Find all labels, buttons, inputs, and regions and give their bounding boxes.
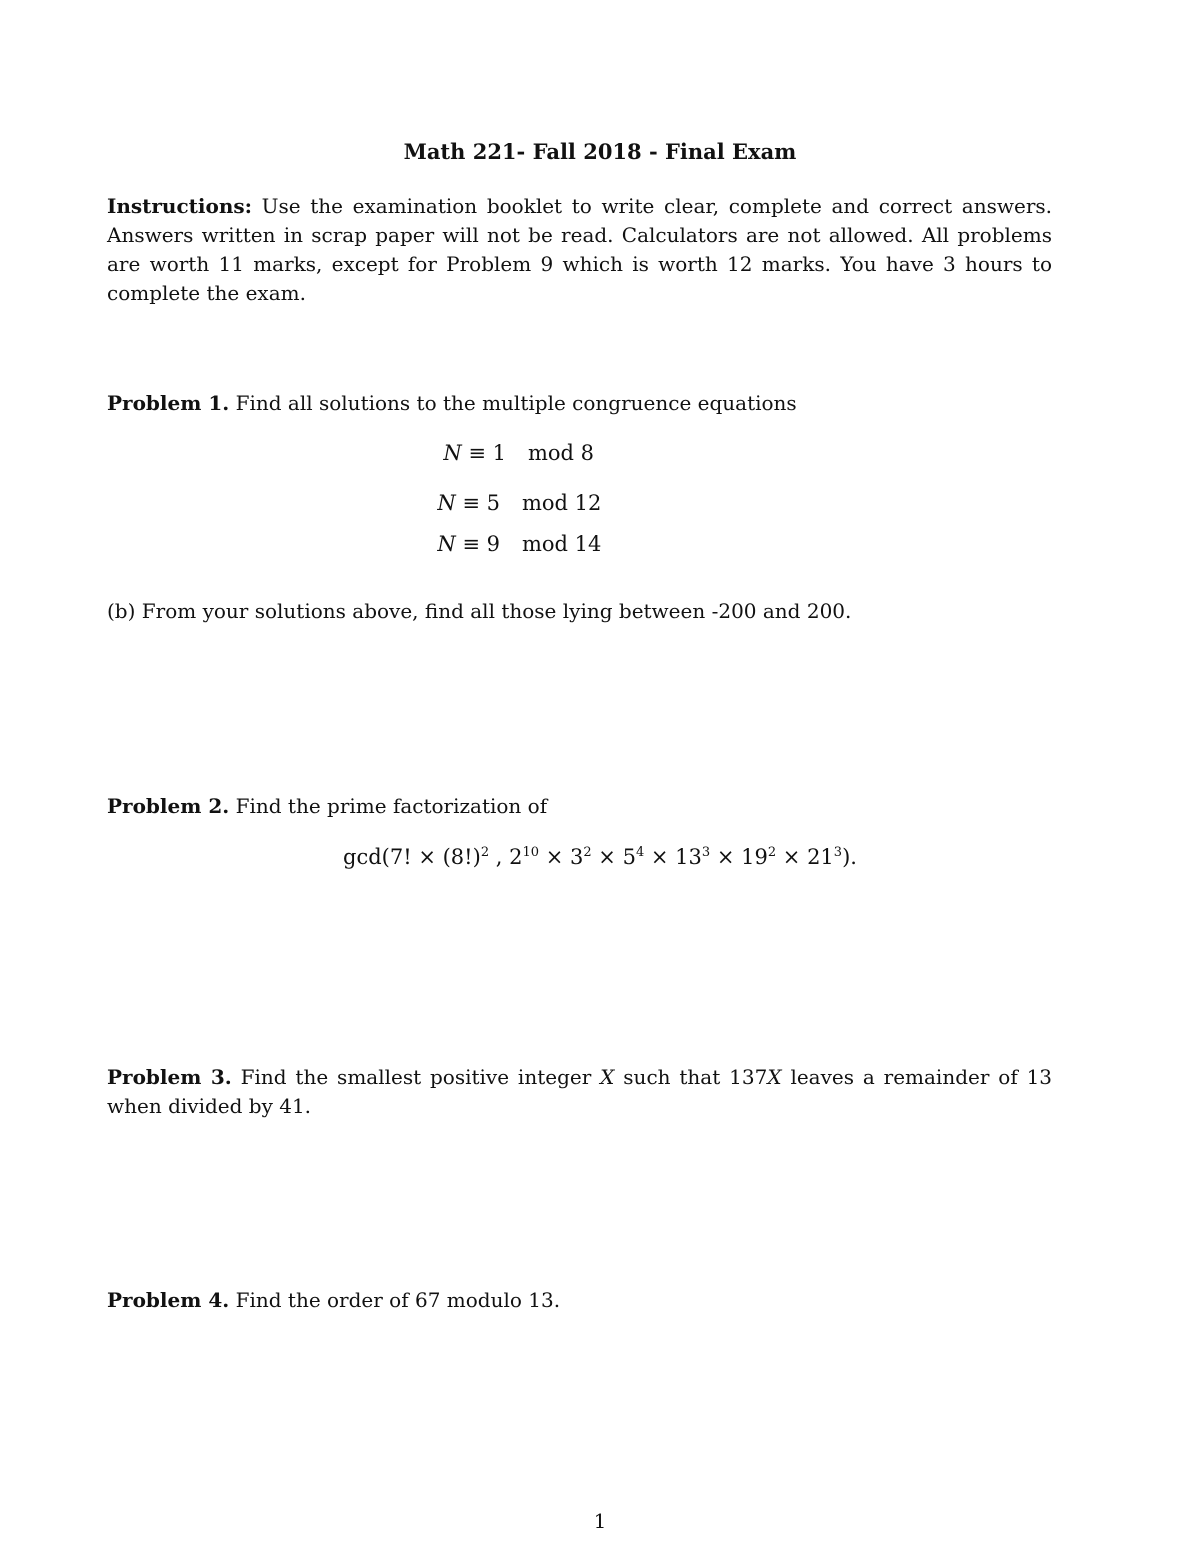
- equation-var: N: [437, 532, 456, 556]
- equation-modulus: mod 8: [528, 441, 595, 465]
- congruence-equation-2: [430, 491, 601, 515]
- problem-4-text: Find the order of 67 modulo 13.: [235, 1288, 561, 1312]
- equation-modulus: mod 14: [522, 532, 602, 556]
- congruence-equation-1: [436, 441, 594, 465]
- problem-1-part-b: (b) From your solutions above, find all those lying between -200 and 200.: [107, 599, 852, 623]
- variable-x: X: [600, 1065, 615, 1089]
- instructions-paragraph: [107, 192, 1052, 308]
- problem-3: Problem 3. Find the smallest positive integer X such that 137X leaves a remainder of 13 when divided by 41.: [107, 1065, 1053, 1118]
- gcd-expression: gcd(7! × $(8!)^2$ , $2^{10} \times 3^2 \times 5^4 \times 13^3 \times 19^2 \times 21^3$).: [343, 845, 857, 869]
- page-number: 1: [593, 1509, 607, 1533]
- congruence-equation-3: [430, 532, 601, 556]
- equation-relation: ≡ 9: [455, 532, 500, 556]
- equation-var: N: [443, 441, 462, 465]
- instructions-text: Use the examination booklet to write clear, complete and correct answers. Answers written in scrap paper will not be read. Calculators are not allowed. All problems are worth 11 marks, except for Problem 9 which is worth 12 marks. You have 3 hours to complete the exam.: [107, 194, 1052, 305]
- problem-1-text: Find all solutions to the multiple congruence equations: [235, 391, 797, 415]
- equation-var: N: [437, 491, 456, 515]
- problem-4-label: Problem 4.: [107, 1288, 230, 1312]
- problem-4: [107, 1286, 1052, 1315]
- problem-3-label: Problem 3.: [107, 1065, 232, 1089]
- equation-relation: ≡ 5: [455, 491, 500, 515]
- equation-modulus: mod 12: [522, 491, 602, 515]
- problem-2-label: Problem 2.: [107, 794, 230, 818]
- instructions-label: Instructions:: [107, 194, 253, 218]
- problem-2-text: Find the prime factorization of: [235, 794, 548, 818]
- variable-x: X: [767, 1065, 782, 1089]
- problem-1-label: Problem 1.: [107, 391, 230, 415]
- equation-relation: ≡ 1: [461, 441, 506, 465]
- problem-2: [107, 792, 1052, 821]
- exam-title: Math 221- Fall 2018 - Final Exam: [403, 139, 797, 164]
- problem-1: [107, 389, 1052, 418]
